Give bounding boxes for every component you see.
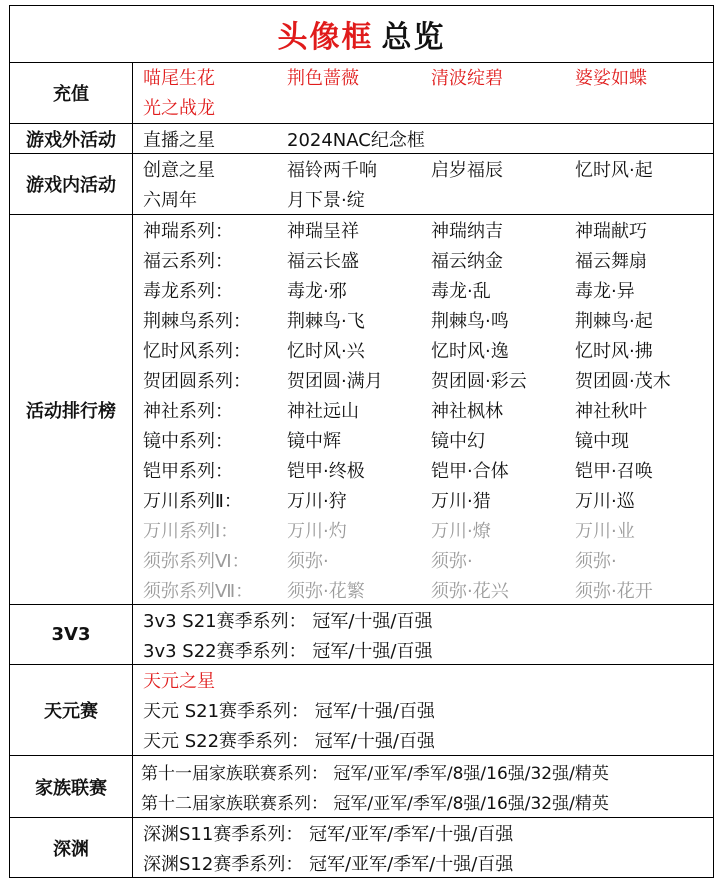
frame-name: 万川·猎: [431, 491, 491, 512]
frame-name: 2024NAC纪念框: [287, 130, 425, 151]
section-content-ranking: [133, 215, 715, 604]
ranking-row: [143, 395, 715, 425]
ranking-row: [143, 545, 715, 575]
frame-name: 须弥·花繁: [287, 581, 365, 602]
frame-name: 荆棘鸟·起: [575, 311, 653, 332]
series-name: 贺团圆系列：: [143, 371, 251, 392]
frame-name: 万川·业: [575, 521, 635, 542]
frame-name: 镜中辉: [287, 431, 341, 452]
list-item: 第十一届家族联赛系列： 冠军/亚军/季军/8强/16强/32强/精英: [141, 763, 609, 784]
frame-name: 神社远山: [287, 401, 359, 422]
frame-name: 须弥·花开: [575, 581, 653, 602]
section-label-tianyuan: 天元赛: [10, 665, 133, 755]
frame-name: 福云长盛: [287, 251, 359, 272]
frame-name: 忆时风·兴: [287, 341, 365, 362]
series-name: 万川系列Ⅰ：: [143, 521, 239, 542]
frame-name: 须弥·: [575, 551, 617, 572]
ranking-row: [143, 245, 715, 275]
series-name: 镜中系列：: [143, 431, 233, 452]
title-part-black: 总览: [381, 20, 446, 55]
frame-name: 须弥·: [287, 551, 329, 572]
section-abyss: [10, 818, 713, 878]
ranking-row: [143, 455, 715, 485]
list-item: [143, 154, 715, 184]
series-name: 毒龙系列：: [143, 281, 233, 302]
section-label-recharge: 充值: [10, 62, 133, 123]
frame-name: 万川·燎: [431, 521, 491, 542]
frame-name: 贺团圆·茂木: [575, 371, 671, 392]
frame-name: 清波绽碧: [431, 68, 503, 89]
series-name: 须弥系列Ⅵ：: [143, 551, 250, 572]
section-family: [10, 756, 713, 818]
list-item: 3v3 S22赛季系列： 冠军/十强/百强: [143, 641, 433, 662]
frame-name: 毒龙·异: [575, 281, 635, 302]
frame-name: 镜中幻: [431, 431, 485, 452]
frame-name: 福铃两千响: [287, 160, 377, 181]
frame-name: 贺团圆·彩云: [431, 371, 527, 392]
ranking-row: [143, 275, 715, 305]
page-title: [9, 5, 714, 63]
title-part-red: 头像框: [277, 20, 374, 55]
series-name: 须弥系列Ⅶ：: [143, 581, 254, 602]
ranking-row: [143, 335, 715, 365]
section-content-family: [133, 756, 713, 817]
frame-name: 神瑞纳吉: [431, 221, 503, 242]
frame-name: 启岁福辰: [431, 160, 503, 181]
series-name: 福云系列：: [143, 251, 233, 272]
ranking-row: [143, 365, 715, 395]
series-name: 荆棘鸟系列：: [143, 311, 251, 332]
ranking-row: [143, 425, 715, 455]
frame-name: 福云纳金: [431, 251, 503, 272]
ranking-row: [143, 485, 715, 515]
ranking-row: [143, 215, 715, 245]
section-label-family: 家族联赛: [10, 756, 133, 817]
frame-name: 神社秋叶: [575, 401, 647, 422]
frame-name: 创意之星: [143, 160, 215, 181]
section-outside: [10, 124, 713, 154]
frame-name: 月下景·绽: [287, 190, 365, 211]
frame-name: 须弥·: [431, 551, 473, 572]
section-recharge: [10, 62, 713, 124]
frame-name: 忆时风·逸: [431, 341, 509, 362]
frame-name: 铠甲·召唤: [575, 461, 653, 482]
section-inside: [10, 154, 713, 215]
frame-name: 福云舞扇: [575, 251, 647, 272]
section-label-outside: 游戏外活动: [10, 124, 133, 153]
list-item: 天元 S22赛季系列： 冠军/十强/百强: [143, 731, 435, 752]
frame-name: 神瑞献巧: [575, 221, 647, 242]
section-label-3v3: 3V3: [10, 605, 133, 664]
list-item: 3v3 S21赛季系列： 冠军/十强/百强: [143, 611, 433, 632]
section-content-abyss: [133, 818, 713, 877]
list-item: [143, 92, 715, 122]
series-name: 神社系列：: [143, 401, 233, 422]
list-item: 天元 S21赛季系列： 冠军/十强/百强: [143, 701, 435, 722]
frame-name: 铠甲·终极: [287, 461, 365, 482]
frame-name: 毒龙·乱: [431, 281, 491, 302]
section-content-inside: [133, 154, 715, 214]
section-label-abyss: 深渊: [10, 818, 133, 877]
frame-name: 铠甲·合体: [431, 461, 509, 482]
section-tianyuan: [10, 665, 713, 756]
section-content-3v3: [133, 605, 713, 664]
frame-name: 忆时风·拂: [575, 341, 653, 362]
series-name: 万川系列Ⅱ：: [143, 491, 242, 512]
list-item: [143, 184, 715, 214]
section-ranking: [10, 215, 713, 605]
frame-name: 镜中现: [575, 431, 629, 452]
overview-table: [9, 62, 714, 878]
list-item: 深渊S11赛季系列： 冠军/亚军/季军/十强/百强: [143, 824, 514, 845]
section-label-inside: 游戏内活动: [10, 154, 133, 214]
frame-name: 神社枫林: [431, 401, 503, 422]
section-content-recharge: [133, 62, 715, 123]
section-label-ranking: 活动排行榜: [10, 215, 133, 604]
ranking-row: [143, 515, 715, 545]
frame-name: 万川·巡: [575, 491, 635, 512]
frame-name: 忆时风·起: [575, 160, 653, 181]
frame-name: 光之战龙: [143, 98, 215, 119]
section-content-outside: [133, 124, 713, 153]
list-item: 天元之星: [143, 671, 215, 692]
frame-name: 婆娑如蝶: [575, 68, 647, 89]
frame-name: 荆棘鸟·飞: [287, 311, 365, 332]
section-3v3: [10, 605, 713, 665]
frame-name: 毒龙·邪: [287, 281, 347, 302]
frame-name: 直播之星: [143, 130, 215, 151]
ranking-row: [143, 305, 715, 335]
series-name: 忆时风系列：: [143, 341, 251, 362]
frame-name: 贺团圆·满月: [287, 371, 383, 392]
frame-name: 喵尾生花: [143, 68, 215, 89]
frame-name: 须弥·花兴: [431, 581, 509, 602]
ranking-row: [143, 575, 715, 605]
list-item: [143, 124, 713, 154]
list-item: [143, 62, 715, 92]
list-item: 深渊S12赛季系列： 冠军/亚军/季军/十强/百强: [143, 854, 514, 875]
list-item: 第十二届家族联赛系列： 冠军/亚军/季军/8强/16强/32强/精英: [141, 793, 609, 814]
frame-name: 万川·灼: [287, 521, 347, 542]
series-name: 神瑞系列：: [143, 221, 233, 242]
section-content-tianyuan: [133, 665, 713, 755]
frame-name: 神瑞呈祥: [287, 221, 359, 242]
frame-name: 万川·狩: [287, 491, 347, 512]
frame-name: 荆色蔷薇: [287, 68, 359, 89]
series-name: 铠甲系列：: [143, 461, 233, 482]
frame-name: 荆棘鸟·鸣: [431, 311, 509, 332]
frame-name: 六周年: [143, 190, 197, 211]
